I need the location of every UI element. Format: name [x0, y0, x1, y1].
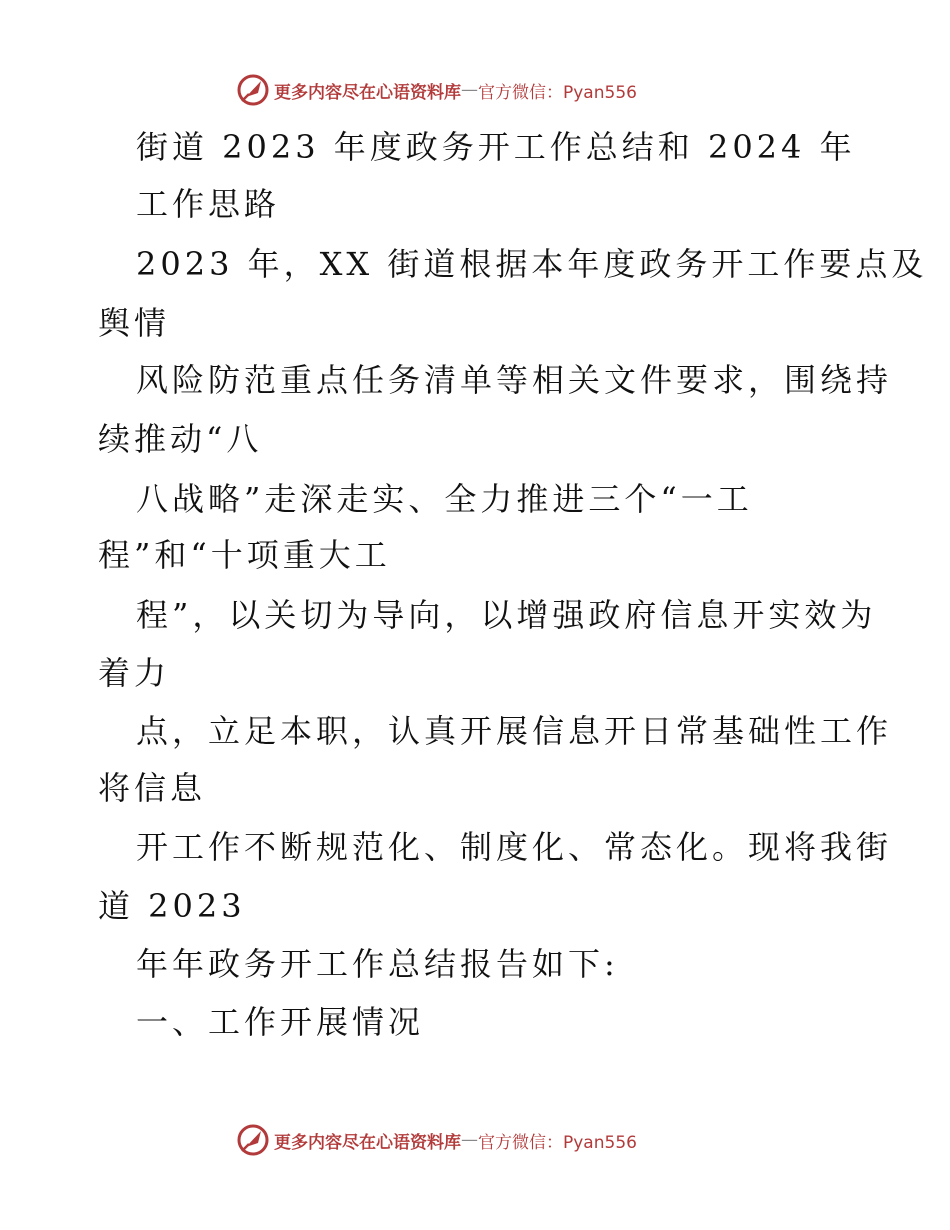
- quill-logo-icon: [236, 73, 270, 107]
- paragraph-line: 年年政务开工作总结报告如下:: [136, 945, 619, 983]
- paragraph-line: 八战略”走深走实、全力推进三个“一工: [136, 480, 753, 518]
- watermark-footer: [236, 1122, 637, 1158]
- section-heading: 一、工作开展情况: [136, 1003, 425, 1041]
- watermark-header: [236, 72, 637, 108]
- paragraph-line: 舆情: [98, 304, 171, 342]
- paragraph-line: 2023 年，XX 街道根据本年度政务开工作要点及: [136, 245, 928, 283]
- watermark-title: 更多内容尽在心语资料库: [274, 1132, 461, 1153]
- watermark-wechat: 官方微信：Pyan556: [478, 1132, 637, 1153]
- paragraph-line: 风险防范重点任务清单等相关文件要求，围绕持: [136, 361, 893, 399]
- paragraph-line: 点，立足本职，认真开展信息开日常基础性工作: [136, 712, 893, 750]
- paragraph-line: 程”和“十项重大工: [98, 536, 391, 574]
- paragraph-line: 道 2023: [98, 887, 246, 925]
- paragraph-line: 续推动“八: [98, 420, 263, 458]
- watermark-dash: —: [461, 1130, 478, 1150]
- doc-title-line-1: 街道 2023 年度政务开工作总结和 2024 年: [136, 128, 856, 166]
- paragraph-line: 着力: [98, 654, 171, 692]
- paragraph-line: 程”，以关切为导向，以增强政府信息开实效为: [136, 596, 877, 634]
- watermark-title: 更多内容尽在心语资料库: [274, 82, 461, 103]
- watermark-wechat: 官方微信：Pyan556: [478, 82, 637, 103]
- paragraph-line: 开工作不断规范化、制度化、常态化。现将我街: [136, 828, 893, 866]
- watermark-dash: —: [461, 80, 478, 100]
- paragraph-line: 将信息: [98, 769, 207, 807]
- quill-logo-icon: [236, 1123, 270, 1157]
- doc-title-line-2: 工作思路: [136, 185, 281, 223]
